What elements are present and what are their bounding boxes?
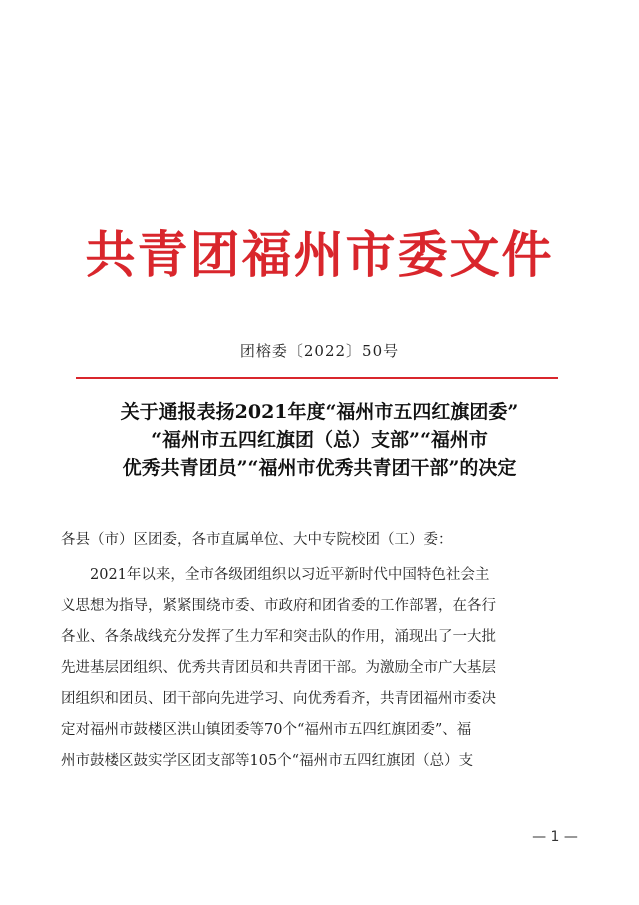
body-line: 定对福州市鼓楼区洪山镇团委等70个“福州市五四红旗团委”、福 — [61, 722, 472, 738]
body-line: 2021年以来，全市各级团组织以习近平新时代中国特色社会主 — [90, 567, 490, 583]
body-line: 各业、各条战线充分发挥了生力军和突击队的作用，涌现出了一大批 — [61, 629, 496, 645]
body-line: 团组织和团员、团干部向先进学习、向优秀看齐，共青团福州市委决 — [61, 691, 496, 707]
title-line-3: 优秀共青团员”“福州市优秀共青团干部”的决定 — [122, 457, 517, 479]
body-paragraph — [61, 560, 583, 777]
title-line-2: “福州市五四红旗团（总）支部”“福州市 — [151, 429, 488, 451]
document-number: 团榕委〔2022〕50号 — [239, 342, 400, 360]
document-title — [40, 398, 599, 482]
title-line-1: 关于通报表扬2021年度“福州市五四红旗团委” — [120, 401, 519, 423]
body-line: 义思想为指导，紧紧围绕市委、市政府和团省委的工作部署，在各行 — [61, 598, 496, 614]
salutation: 各县（市）区团委，各市直属单位、大中专院校团（工）委： — [61, 532, 453, 548]
page-number: — 1 — — [532, 829, 578, 845]
body-line: 先进基层团组织、优秀共青团员和共青团干部。为激励全市广大基层 — [61, 660, 496, 676]
body-line: 州市鼓楼区鼓实学区团支部等105个“福州市五四红旗团（总）支 — [61, 753, 474, 769]
masthead-title: 共青团福州市委文件 — [85, 226, 554, 284]
red-separator-line — [76, 377, 558, 379]
